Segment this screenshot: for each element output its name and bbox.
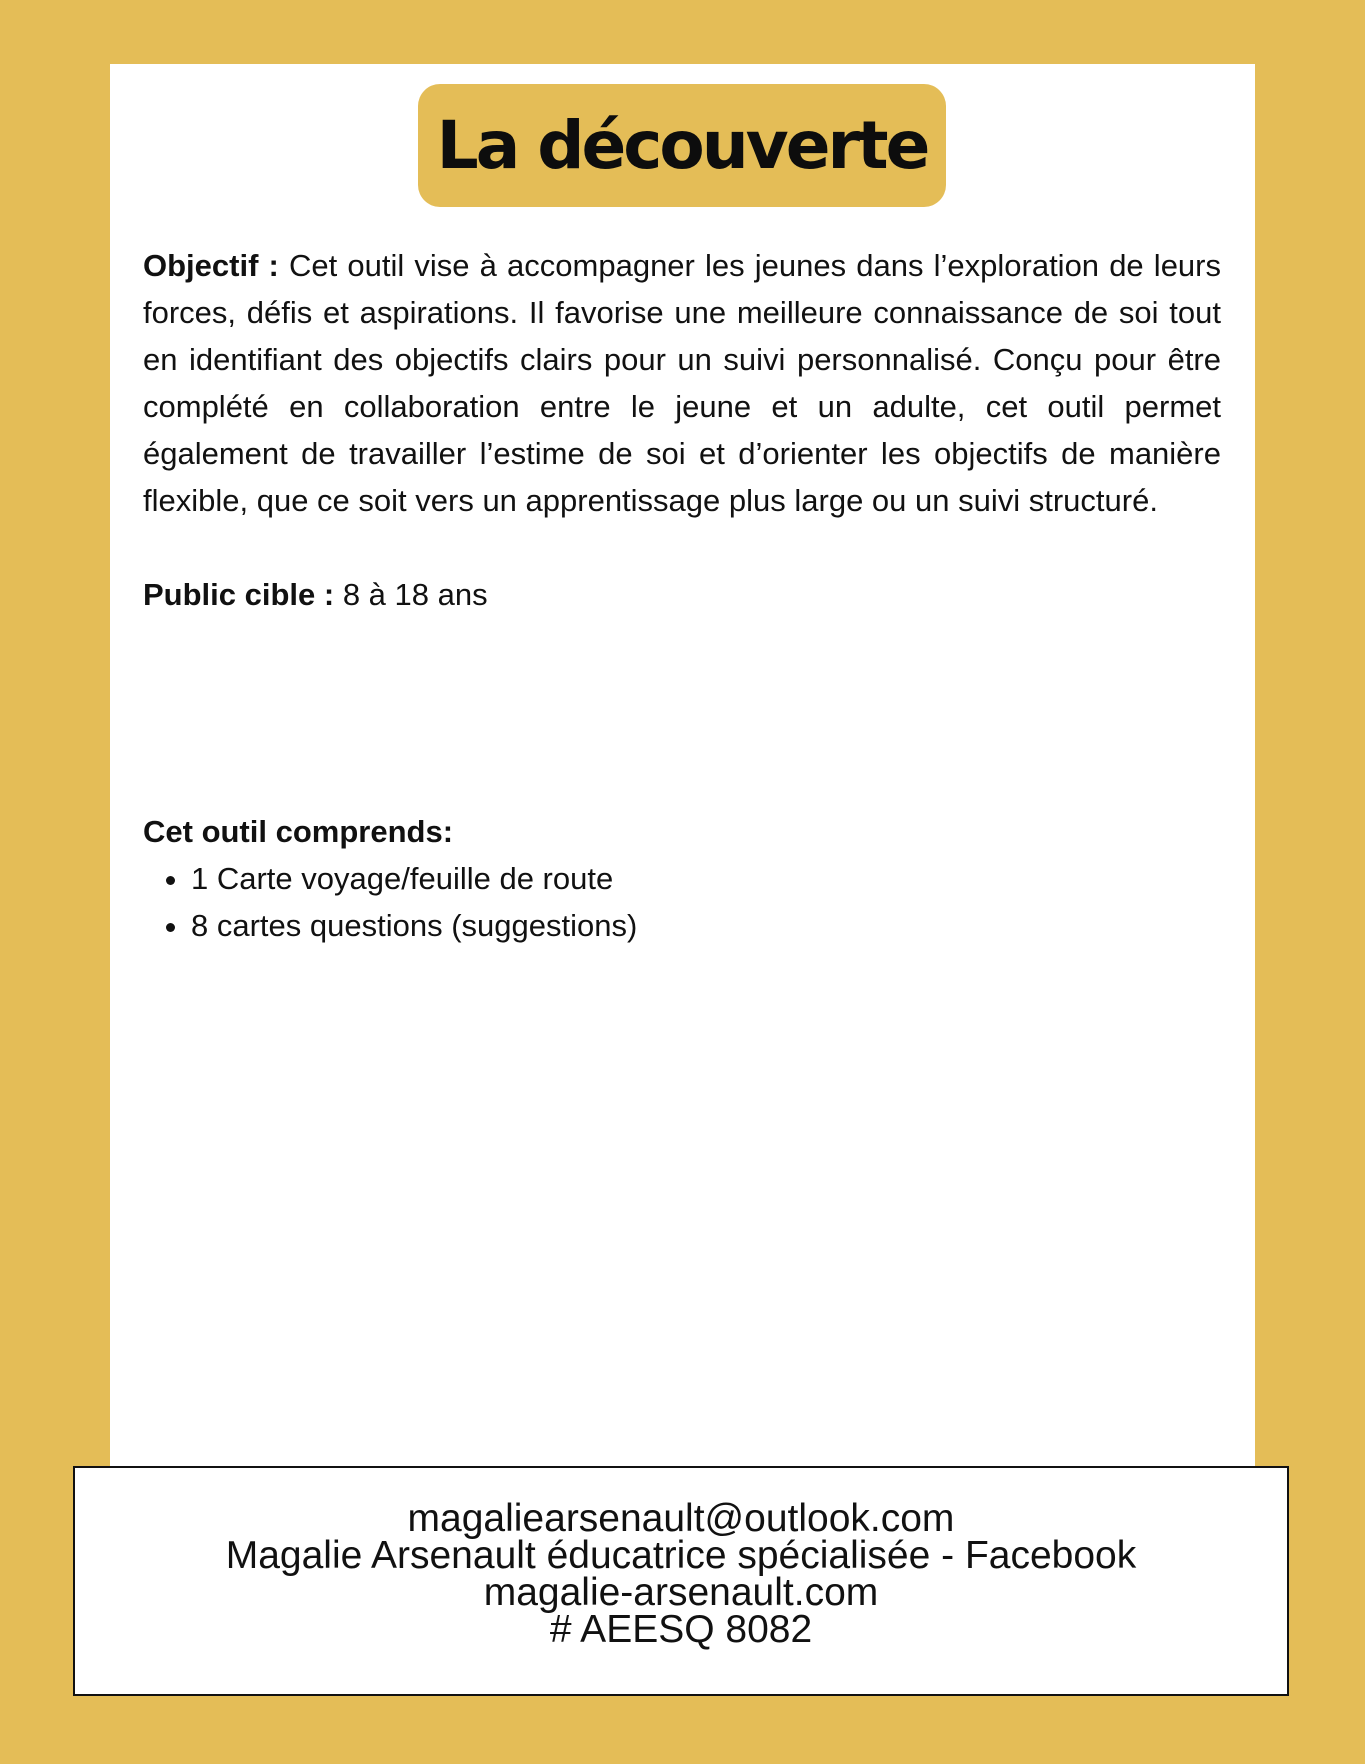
page-title: La découverte xyxy=(436,107,928,184)
description-section xyxy=(143,242,1221,618)
contact-email: magaliearsenault@outlook.com xyxy=(407,1497,955,1540)
list-item: • 8 cartes questions (suggestions) xyxy=(191,902,1221,949)
contact-website: magalie-arsenault.com xyxy=(483,1571,879,1614)
public-label: Public cible : xyxy=(143,577,335,612)
public-value: 8 à 18 ans xyxy=(334,577,488,612)
objective-paragraph xyxy=(143,242,1221,524)
title-badge xyxy=(418,84,946,207)
list-item: • 1 Carte voyage/feuille de route xyxy=(191,855,1221,902)
contact-box xyxy=(73,1466,1289,1696)
contact-member-number: # AEESQ 8082 xyxy=(549,1608,813,1651)
includes-heading: Cet outil comprends: xyxy=(143,814,454,849)
objective-label: Objectif : xyxy=(143,248,279,283)
includes-section xyxy=(143,808,1221,949)
public-paragraph xyxy=(143,571,1221,618)
includes-list xyxy=(143,855,1221,949)
objective-text: Cet outil vise à accompagner les jeunes dans l’exploration de leurs forces, défis et aspirations. Il favorise une meilleure connaissance de soi tout en identifiant des objectifs clairs pour un suivi personnalisé. Conçu pour être complété en collaboration entre le jeune et un adulte, cet outil permet également de travailler l’estime de soi et d’orienter les objectifs de manière flexible, que ce soit vers un apprentissage plus large ou un suivi structuré. xyxy=(143,248,1222,518)
contact-facebook: Magalie Arsenault éducatrice spécialisée - Facebook xyxy=(225,1534,1137,1577)
